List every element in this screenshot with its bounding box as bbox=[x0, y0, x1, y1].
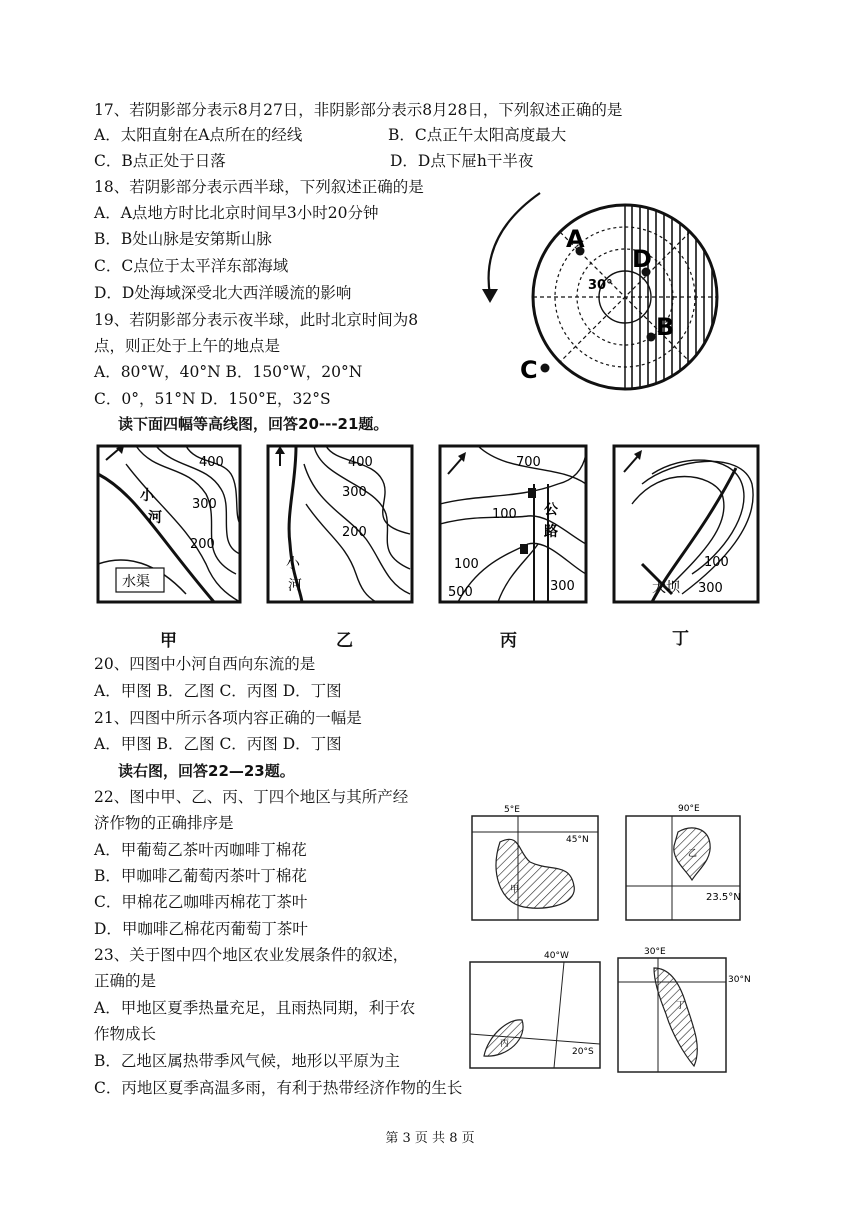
river-label: 小 bbox=[140, 488, 154, 504]
region-label: 乙 bbox=[688, 849, 698, 859]
q23-option-b: B．乙地区属热带季风气候，地形以平原为主 bbox=[94, 1052, 400, 1070]
contour-label: 100 bbox=[492, 507, 517, 522]
contour-label: 100 bbox=[704, 555, 729, 570]
q23-stem-line2: 正确的是 bbox=[94, 972, 157, 990]
lat-label: 45°N bbox=[566, 835, 589, 845]
lon-label: 40°W bbox=[544, 951, 569, 961]
rotation-arrow bbox=[489, 193, 540, 295]
region-label: 甲 bbox=[510, 885, 520, 895]
river-label: 河 bbox=[148, 510, 162, 526]
contour-label: 200 bbox=[342, 525, 367, 540]
q18-option-d: D．D处海域深受北大西洋暖流的影响 bbox=[94, 284, 352, 302]
q22-option-d: D．甲咖啡乙棉花丙葡萄丁茶叶 bbox=[94, 920, 308, 938]
road-label: 公 bbox=[544, 502, 558, 518]
q22-option-a: A．甲葡萄乙茶叶丙咖啡丁棉花 bbox=[94, 841, 307, 859]
point-c-dot bbox=[541, 364, 550, 373]
region-label: 丁 bbox=[676, 1001, 686, 1011]
q23-option-c: C．丙地区夏季高温多雨，有利于热带经济作物的生长 bbox=[94, 1079, 463, 1097]
contour-map-bing bbox=[438, 444, 590, 606]
q22-option-b: B．甲咖啡乙葡萄丙茶叶丁棉花 bbox=[94, 867, 307, 885]
contour-label: 300 bbox=[698, 581, 723, 596]
contour-map-yi bbox=[266, 444, 416, 606]
canal-label: 水渠 bbox=[122, 574, 150, 590]
q19-options-ab: A．80°W，40°N B．150°W，20°N bbox=[94, 363, 363, 381]
q17-option-c: C．B点正处于日落 bbox=[94, 152, 226, 170]
lon-label: 30°E bbox=[644, 947, 666, 957]
contour-map-ding bbox=[612, 444, 762, 606]
polar-figure bbox=[470, 185, 740, 405]
contour-label: 700 bbox=[516, 455, 541, 470]
q20-options: A．甲图 B．乙图 C．丙图 D．丁图 bbox=[94, 682, 342, 700]
q21-stem: 21、四图中所示各项内容正确的一幅是 bbox=[94, 709, 362, 727]
point-d-label: D bbox=[632, 245, 652, 273]
lon-label: 5°E bbox=[504, 805, 520, 815]
point-a-label: A bbox=[566, 225, 585, 253]
q19-stem-line1: 19、若阴影部分表示夜半球，此时北京时间为8 bbox=[94, 311, 419, 329]
contour-intro: 读下面四幅等高线图，回答20---21题。 bbox=[118, 415, 389, 433]
region-map-ding bbox=[614, 944, 754, 1076]
q18-stem: 18、若阴影部分表示西半球，下列叙述正确的是 bbox=[94, 178, 424, 196]
lat-label: 23.5°N bbox=[706, 892, 741, 903]
q21-options: A．甲图 B．乙图 C．丙图 D．丁图 bbox=[94, 735, 342, 753]
contour-caption-yi: 乙 bbox=[336, 631, 353, 651]
rotation-arrowhead bbox=[482, 289, 498, 303]
point-b-dot bbox=[647, 333, 656, 342]
region-map-yi bbox=[622, 800, 746, 924]
q22-stem-line2: 济作物的正确排序是 bbox=[94, 814, 234, 832]
q23-stem-line1: 23、关于图中四个地区农业发展条件的叙述， bbox=[94, 946, 409, 964]
contour-label: 300 bbox=[550, 579, 575, 594]
region-map-bing bbox=[468, 948, 604, 1072]
contour-caption-ding: 丁 bbox=[672, 629, 689, 649]
lat-label: 20°S bbox=[572, 1047, 594, 1057]
point-c-label: C bbox=[520, 356, 538, 384]
q18-option-c: C．C点位于太平洋东部海域 bbox=[94, 257, 289, 275]
region-map-jia bbox=[470, 802, 602, 922]
contour-label: 200 bbox=[190, 537, 215, 552]
q18-option-a: A．A点地方时比北京时间早3小时20分钟 bbox=[94, 204, 379, 222]
map-intro: 读右图，回答22—23题。 bbox=[118, 762, 295, 780]
q17-stem: 17、若阴影部分表示8月27日，非阴影部分表示8月28日，下列叙述正确的是 bbox=[94, 101, 623, 119]
page-footer: 第 3 页 共 8 页 bbox=[385, 1131, 475, 1146]
q17-option-b: B．C点正午太阳高度最大 bbox=[388, 126, 567, 144]
road-label: 路 bbox=[544, 524, 558, 540]
contour-caption-jia: 甲 bbox=[160, 631, 177, 651]
q19-options-cd: C．0°，51°N D．150°E，32°S bbox=[94, 390, 331, 408]
q22-option-c: C．甲棉花乙咖啡丙棉花丁茶叶 bbox=[94, 893, 308, 911]
contour-label: 400 bbox=[348, 455, 373, 470]
contour-label: 500 bbox=[448, 585, 473, 600]
q20-stem: 20、四图中小河自西向东流的是 bbox=[94, 655, 316, 673]
q23-option-a-line1: A．甲地区夏季热量充足，且雨热同期，利于农 bbox=[94, 999, 416, 1017]
lat-label: 30°N bbox=[728, 975, 751, 985]
q17-option-d: D．D点下屉h干半夜 bbox=[390, 152, 534, 170]
lon-label: 90°E bbox=[678, 804, 700, 814]
angle-label: 30° bbox=[588, 278, 613, 293]
point-b-label: B bbox=[656, 313, 675, 341]
q18-option-b: B．B处山脉是安第斯山脉 bbox=[94, 230, 272, 248]
river-label: 小 bbox=[286, 556, 300, 572]
q17-option-a: A．太阳直射在A点所在的经线 bbox=[94, 126, 303, 144]
river-label: 河 bbox=[288, 578, 302, 594]
contour-label: 300 bbox=[192, 497, 217, 512]
q22-stem-line1: 22、图中甲、乙、丙、丁四个地区与其所产经 bbox=[94, 788, 409, 806]
contour-label: 400 bbox=[199, 455, 224, 470]
q23-option-a-line2: 作物成长 bbox=[94, 1025, 157, 1043]
region-label: 丙 bbox=[500, 1039, 510, 1049]
contour-caption-bing: 丙 bbox=[500, 631, 517, 651]
q19-stem-line2: 点，则正处于上午的地点是 bbox=[94, 337, 281, 355]
contour-map-jia bbox=[96, 444, 246, 606]
contour-label: 300 bbox=[342, 485, 367, 500]
dam-label: 大坝 bbox=[652, 580, 680, 596]
contour-label: 100 bbox=[454, 557, 479, 572]
